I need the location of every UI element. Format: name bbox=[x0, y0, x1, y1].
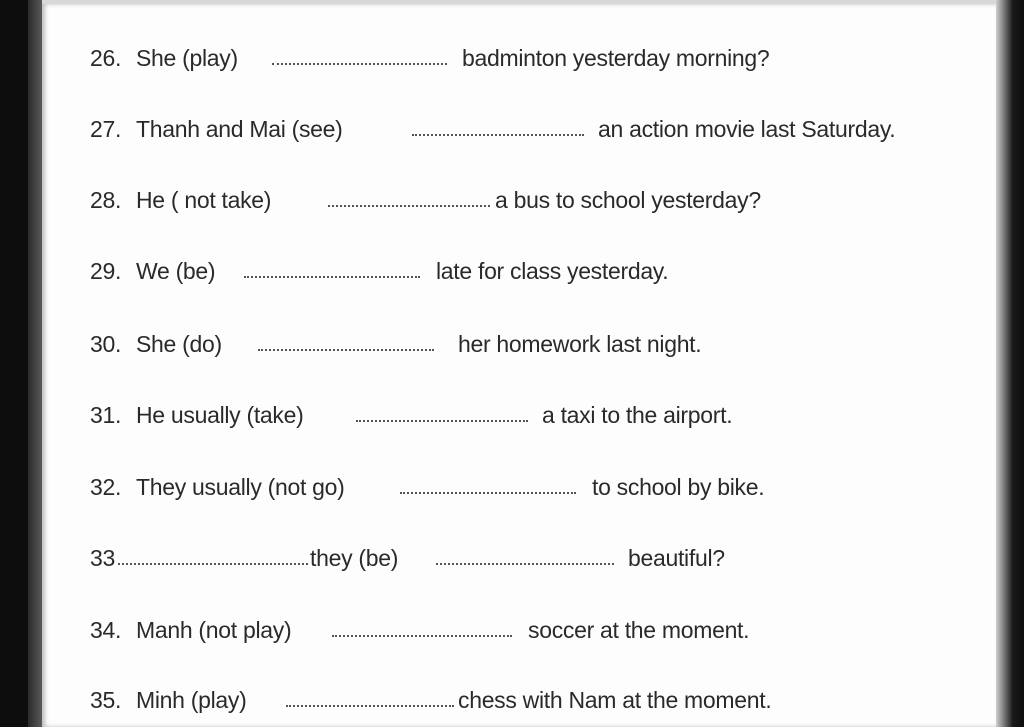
answer-blank[interactable] bbox=[118, 563, 308, 565]
page-left-shadow bbox=[28, 0, 42, 727]
exercise-number: 26. bbox=[90, 45, 122, 71]
exercise-rest: an action movie last Saturday. bbox=[598, 116, 896, 142]
page-right-shadow bbox=[996, 0, 1024, 727]
exercise-number: 32. bbox=[90, 474, 122, 500]
exercise-subject: Minh (play) bbox=[136, 687, 247, 713]
exercise-number: 28. bbox=[90, 187, 122, 213]
exercise-number: 35. bbox=[90, 687, 122, 713]
exercise-number: 29. bbox=[90, 258, 122, 284]
exercise-rest: chess with Nam at the moment. bbox=[458, 687, 772, 713]
answer-blank[interactable] bbox=[332, 635, 512, 637]
exercise-subject: Thanh and Mai (see) bbox=[136, 116, 343, 142]
exercise-rest: a taxi to the airport. bbox=[542, 402, 733, 428]
exercise-subject: She (do) bbox=[136, 331, 222, 357]
exercise-subject: they (be) bbox=[310, 545, 399, 571]
exercise-rest: her homework last night. bbox=[458, 331, 702, 357]
exercise-subject: She (play) bbox=[136, 45, 238, 71]
exercise-subject: They usually (not go) bbox=[136, 474, 345, 500]
exercise-number: 33 bbox=[90, 545, 115, 571]
exercise-rest: a bus to school yesterday? bbox=[495, 187, 761, 213]
answer-blank[interactable] bbox=[328, 205, 490, 207]
answer-blank[interactable] bbox=[286, 705, 454, 707]
answer-blank[interactable] bbox=[244, 276, 420, 278]
exercise-rest: late for class yesterday. bbox=[436, 258, 669, 284]
exercise-subject: We (be) bbox=[136, 258, 216, 284]
answer-blank[interactable] bbox=[258, 349, 434, 351]
answer-blank[interactable] bbox=[356, 420, 528, 422]
answer-blank[interactable] bbox=[412, 134, 584, 136]
answer-blank[interactable] bbox=[272, 63, 447, 65]
exercise-number: 30. bbox=[90, 331, 122, 357]
answer-blank[interactable] bbox=[400, 492, 576, 494]
exercise-rest: soccer at the moment. bbox=[528, 617, 750, 643]
exercise-subject: He ( not take) bbox=[136, 187, 272, 213]
exercise-rest: beautiful? bbox=[628, 545, 725, 571]
exercise-number: 31. bbox=[90, 402, 122, 428]
answer-blank[interactable] bbox=[436, 563, 614, 565]
exercise-rest: to school by bike. bbox=[592, 474, 765, 500]
exercise-number: 27. bbox=[90, 116, 122, 142]
exercise-subject: Manh (not play) bbox=[136, 617, 292, 643]
exercise-number: 34. bbox=[90, 617, 122, 643]
exercise-subject: He usually (take) bbox=[136, 402, 304, 428]
exercise-rest: badminton yesterday morning? bbox=[462, 45, 770, 71]
